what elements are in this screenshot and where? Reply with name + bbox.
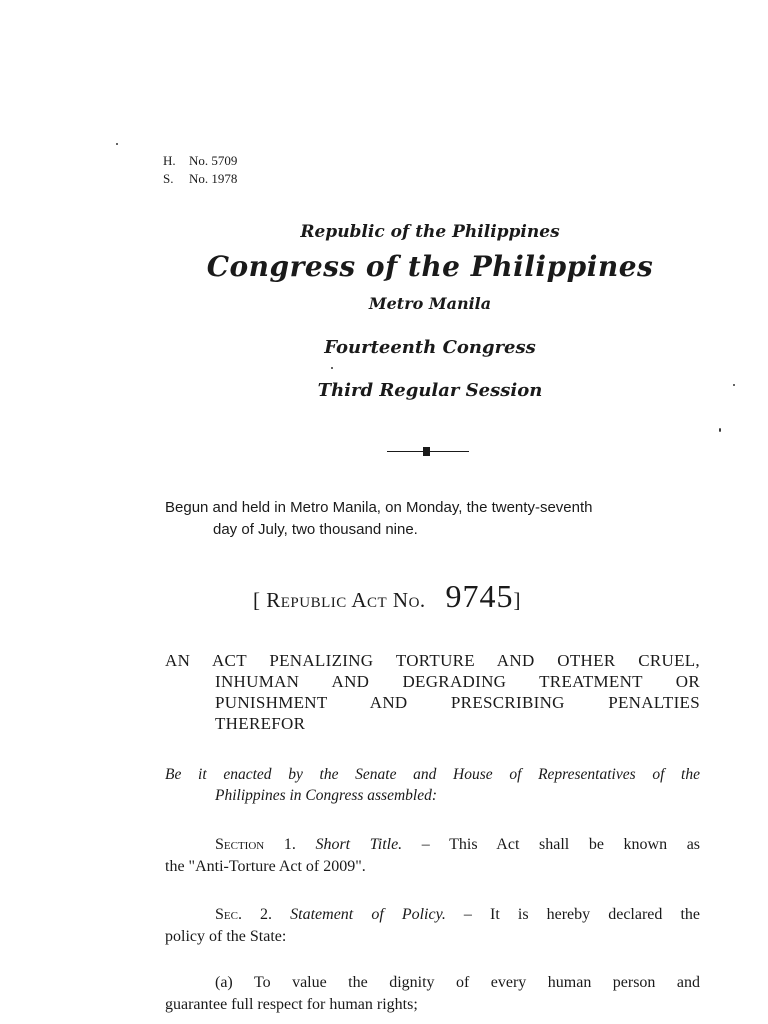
section-1-heading: Short Title. — [315, 836, 403, 853]
section-2-heading: Statement of Policy. — [290, 906, 446, 923]
section-1-label: Section 1. — [215, 836, 296, 853]
section-2-dash: – — [463, 906, 472, 923]
heading-congress: Congress of the Philippines — [206, 250, 654, 283]
section-2-label: Sec. 2. — [215, 906, 273, 923]
section-1 — [165, 834, 700, 878]
section-1-dash: – — [421, 836, 430, 853]
begun-line-2: day of July, two thousand nine. — [213, 521, 418, 538]
section-1-text-1: This Act shall be known as — [449, 836, 701, 853]
act-title-line-2: INHUMAN AND DEGRADING TREATMENT OR — [215, 672, 700, 691]
begun-statement — [165, 497, 705, 541]
act-title-line-1: AN ACT PENALIZING TORTURE AND OTHER CRUEL, — [165, 651, 700, 670]
enacting-clause — [165, 764, 700, 806]
clause-a-text-1: To value the dignity of every human person and — [253, 974, 700, 991]
clause-a-label: (a) — [215, 974, 233, 991]
house-bill-number — [163, 152, 237, 170]
heading-republic: Republic of the Philippines — [300, 222, 560, 242]
ra-number: 9745 — [445, 578, 514, 614]
senate-bill-text: No. 1978 — [189, 171, 238, 186]
house-bill-label: H. — [163, 153, 176, 168]
bill-numbers — [163, 152, 237, 188]
begun-line-1: Begun and held in Metro Manila, on Monday, the twenty-seventh — [165, 499, 593, 516]
heading-session: Third Regular Session — [317, 380, 543, 401]
ra-close-bracket: ] — [513, 588, 521, 612]
act-title — [165, 650, 700, 734]
section-1-line-1 — [165, 834, 700, 856]
clause-a-text-2: guarantee full respect for human rights; — [165, 996, 418, 1013]
senate-bill-number — [163, 170, 237, 188]
divider-mark — [423, 447, 430, 456]
section-2-text-1: It is hereby declared the — [490, 906, 701, 923]
section-1-text-2: the "Anti-Torture Act of 2009". — [165, 858, 366, 875]
enacting-line-1: Be it enacted by the Senate and House of Representatives of the — [165, 766, 700, 783]
section-2-text-2: policy of the State: — [165, 928, 287, 945]
senate-bill-label: S. — [163, 171, 174, 186]
house-bill-text: No. 5709 — [189, 153, 238, 168]
section-2 — [165, 904, 700, 948]
clause-a — [165, 972, 700, 1016]
ornamental-divider — [387, 451, 469, 452]
republic-act-number — [253, 578, 521, 615]
ra-label: Republic Act No. — [266, 588, 426, 612]
enacting-line-2: Philippines in Congress assembled: — [215, 787, 438, 804]
heading-location: Metro Manila — [368, 294, 492, 313]
section-2-line-1 — [165, 904, 700, 926]
heading-congress-number: Fourteenth Congress — [324, 337, 536, 358]
ra-open-bracket: [ — [253, 588, 261, 612]
clause-a-line-1 — [165, 972, 700, 994]
act-title-line-3: PUNISHMENT AND PRESCRIBING PENALTIES — [215, 693, 700, 712]
act-title-line-4: THEREFOR — [215, 714, 306, 733]
